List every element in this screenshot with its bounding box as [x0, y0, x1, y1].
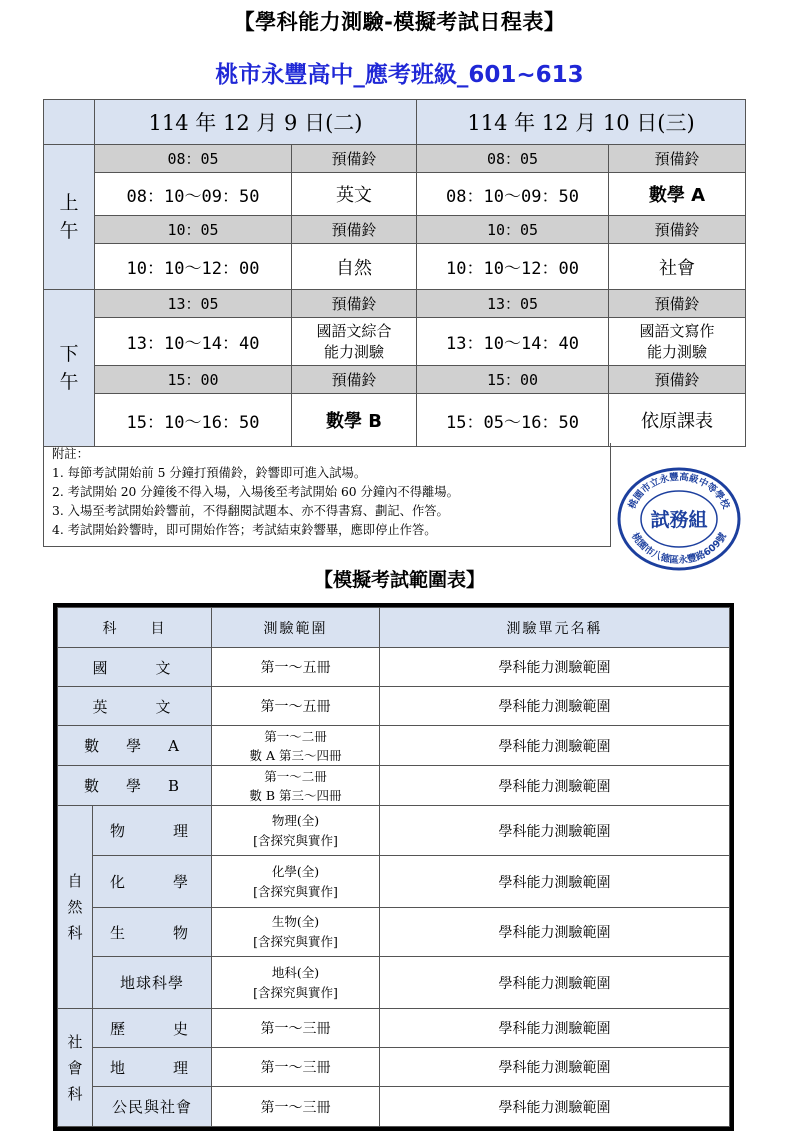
unit-cell: 學科能力測驗範圍: [380, 687, 730, 726]
page-subtitle: 桃市永豐高中_應考班級_601~613: [215, 62, 584, 88]
morning-label: 上 午: [44, 145, 95, 290]
bell-time: 08：05: [417, 145, 609, 173]
bell-label: 預備鈴: [292, 216, 417, 244]
scope-cell: 第一～二冊 數 A 第三～四冊: [212, 726, 380, 766]
range-table-frame: [53, 603, 734, 1131]
unit-cell: 學科能力測驗範圍: [380, 957, 730, 1009]
day2-header: 114 年 12 月 10 日(三): [417, 100, 746, 145]
exam-subject: 英文: [292, 173, 417, 216]
bell-time: 08：05: [95, 145, 292, 173]
bell-label: 預備鈴: [609, 290, 746, 318]
exam-time: 13：10～14：40: [95, 318, 292, 366]
unit-cell: 學科能力測驗範圍: [380, 648, 730, 687]
bell-time: 10：05: [417, 216, 609, 244]
unit-cell: 學科能力測驗範圍: [380, 766, 730, 806]
social-group-label: 社 會 科: [58, 1009, 93, 1127]
seal-bottom-text: 桃園市八德區永豐路609號: [629, 531, 729, 567]
unit-cell: 學科能力測驗範圍: [380, 806, 730, 856]
subject-label: 公民與社會: [93, 1087, 212, 1127]
scope-cell: 第一～三冊: [212, 1048, 380, 1087]
subject-label: 地 理: [93, 1048, 212, 1087]
header-subject: 科 目: [58, 608, 212, 648]
exam-schedule-table: [43, 99, 746, 447]
exam-subject: 國語文寫作 能力測驗: [609, 318, 746, 366]
bell-label: 預備鈴: [292, 145, 417, 173]
subject-label: 生 物: [93, 908, 212, 957]
bell-label: 預備鈴: [609, 366, 746, 394]
page-title: 【學科能力測驗-模擬考試日程表】: [233, 10, 566, 34]
office-seal-stamp: [616, 466, 742, 572]
subject-label: 國 文: [58, 648, 212, 687]
unit-cell: 學科能力測驗範圍: [380, 1087, 730, 1127]
scope-cell: 地科(全) [含探究與實作]: [212, 957, 380, 1009]
subject-label: 英 文: [58, 687, 212, 726]
exam-subject: 國語文綜合 能力測驗: [292, 318, 417, 366]
bell-label: 預備鈴: [292, 366, 417, 394]
exam-time: 10：10～12：00: [417, 244, 609, 290]
exam-time: 10：10～12：00: [95, 244, 292, 290]
exam-time: 08：10～09：50: [417, 173, 609, 216]
header-unit: 測驗單元名稱: [380, 608, 730, 648]
note-item: 2. 考試開始 20 分鐘後不得入場，入場後至考試開始 60 分鐘內不得離場。: [52, 485, 459, 499]
exam-subject: 數學 B: [292, 394, 417, 447]
exam-time: 08：10～09：50: [95, 173, 292, 216]
note-item: 4. 考試開始鈴響時，即可開始作答；考試結束鈴響畢，應即停止作答。: [52, 523, 437, 537]
subject-label: 物 理: [93, 806, 212, 856]
scope-cell: 生物(全) [含探究與實作]: [212, 908, 380, 957]
subject-label: 化 學: [93, 856, 212, 908]
unit-cell: 學科能力測驗範圍: [380, 856, 730, 908]
notes-box: [43, 443, 611, 547]
scope-cell: 物理(全) [含探究與實作]: [212, 806, 380, 856]
afternoon-label: 下 午: [44, 290, 95, 447]
bell-label: 預備鈴: [609, 145, 746, 173]
note-item: 3. 入場至考試開始鈴響前，不得翻閱試題本、亦不得書寫、劃記、作答。: [52, 504, 449, 518]
bell-time: 10：05: [95, 216, 292, 244]
exam-time: 15：10～16：50: [95, 394, 292, 447]
exam-subject: 自然: [292, 244, 417, 290]
scope-cell: 第一～五冊: [212, 687, 380, 726]
range-table-title: 【模擬考試範圍表】: [313, 569, 485, 591]
subject-label: 歷 史: [93, 1009, 212, 1048]
exam-time: 15：05～16：50: [417, 394, 609, 447]
schedule-corner: [44, 100, 95, 145]
scope-cell: 第一～五冊: [212, 648, 380, 687]
unit-cell: 學科能力測驗範圍: [380, 726, 730, 766]
bell-time: 15：00: [95, 366, 292, 394]
unit-cell: 學科能力測驗範圍: [380, 1048, 730, 1087]
exam-time: 13：10～14：40: [417, 318, 609, 366]
subject-label: 數 學 B: [58, 766, 212, 806]
science-group-label: 自 然 科: [58, 806, 93, 1009]
notes-heading: 附註：: [52, 447, 89, 461]
subject-label: 數 學 A: [58, 726, 212, 766]
scope-cell: 第一～二冊 數 B 第三～四冊: [212, 766, 380, 806]
bell-time: 13：05: [95, 290, 292, 318]
seal-center-text: 試務組: [650, 509, 708, 531]
note-item: 1. 每節考試開始前 5 分鐘打預備鈴，鈴響即可進入試場。: [52, 466, 367, 480]
header-scope: 測驗範圍: [212, 608, 380, 648]
exam-subject: 社會: [609, 244, 746, 290]
unit-cell: 學科能力測驗範圍: [380, 908, 730, 957]
bell-time: 15：00: [417, 366, 609, 394]
exam-subject: 數學 A: [609, 173, 746, 216]
scope-cell: 化學(全) [含探究與實作]: [212, 856, 380, 908]
seal-top-text: 桃園市立永豐高級中等學校: [626, 471, 732, 511]
scope-cell: 第一～三冊: [212, 1087, 380, 1127]
subject-label: 地球科學: [93, 957, 212, 1009]
exam-subject: 依原課表: [609, 394, 746, 447]
day1-header: 114 年 12 月 9 日(二): [95, 100, 417, 145]
unit-cell: 學科能力測驗範圍: [380, 1009, 730, 1048]
bell-time: 13：05: [417, 290, 609, 318]
bell-label: 預備鈴: [609, 216, 746, 244]
bell-label: 預備鈴: [292, 290, 417, 318]
range-table: [57, 607, 730, 1127]
scope-cell: 第一～三冊: [212, 1009, 380, 1048]
